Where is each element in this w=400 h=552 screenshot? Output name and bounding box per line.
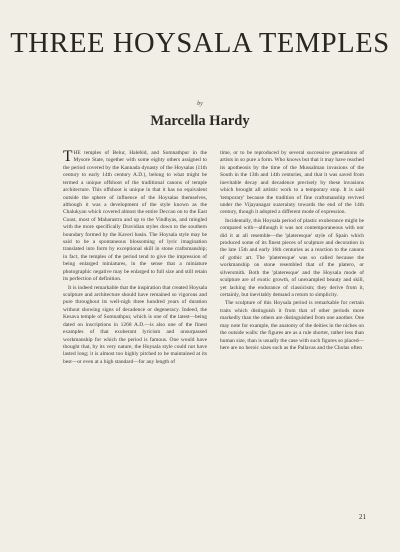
paragraph-2: It is indeed remarkable that the inspiration that created Hoysala sculpture and architecture should have remained so vigorous and pure throughout its well-nigh three hundred years of duration without showing signs of decadence or degeneracy. Indeed, the Kesava temple of Somnathpur, which is one of the latest—being dated on inscriptions in 1268 A.D.—is also one of the finest examples of that exuberant lyricism and unsurpassed workmanship for which the period is famous. One would have thought that, by its very nature, the Hoysala style could not have lasted long; it is almost too highly pitched to be maintained at its best—or even at a high standard—for any length of — [63, 284, 207, 365]
article-title: THREE HOYSALA TEMPLES — [10, 28, 390, 59]
left-column — [63, 150, 207, 366]
drop-cap: T — [63, 148, 73, 165]
byline: by — [197, 101, 203, 107]
right-column — [220, 150, 364, 352]
paragraph-5: The sculpture of this Hoysala period is remarkable for certain traits which distinguish it from that of other periods more markedly than the others are distinguished from one another. One may note for example, the anatomy of the deities in the niches on the outside walls: the figures are as a rule shorter, rather less than human size, than is usually the case with such figures so placed—here are no heroic sizes such as the Pallavas and the Cholas often — [220, 300, 364, 351]
paragraph-3: time, or to be reproduced by several successive generations of artists in so pure a form. Who knows but that it may have reached its apotheosis by the time of the Mussalman invasions of the South in the 13th and 14th centuries, and that it was saved from inevitable decay and decadence precisely by these invasions which brought all artistic work to a temporary stop. It is said 'temporary' because the tradition of fine craftsmanship revived under the Vijayanagar suzerainty towards the end of the 14th century, though it adopted a different mode of expression. — [220, 150, 364, 216]
author-name: Marcella Hardy — [150, 113, 250, 129]
paragraph-1-text: HE temples of Belur, Halebid, and Somnathpur in the Mysore State, together with some eighty others assigned to the period covered by the Kannada dynasty of the Hoysalas (11th century to early 14th century A.D.), belong to what might be termed a unique offshoot of the traditional canons of temple architecture. This offshoot is unique in that it has no equivalent outside the sphere of influence of the Hoysalas themselves, although it was a development of the style known as the Chalukyan which covered almost the entire Deccan on to the East Coast, most of Maharastra and up to the Vindhyas, and mingled with the more specifically Dravidian styles down to the southern boundary formed by the Kaveri basin. The Hoysala style may be said to be a spontaneous blossoming of lyric imagination translated into form by exceptional skill in stone craftsmanship; in fact, the temples of the period tend to give the impression of being enlarged miniatures, in the sense that a miniature photographic negative may be enlarged to full size and still retain its perfection of definition. — [63, 150, 207, 283]
paragraph-1 — [63, 150, 207, 284]
paragraph-4: Incidentally, this Hoysala period of plastic exuberance might be compared with—although it was not contemporaneous with nor did it at all resemble—the 'plateresque' style of Spain which produced some of its finest pieces of sculpture and decoration in the late 15th and early 16th centuries as a reaction to the canons of gothic art. The 'plateresque' was so called because the workmanship on stone resembled that of the platero, or silversmith. Both the 'plateresque' and the Hoysala mode of sculpture are of exotic growth, of unexampled beauty and skill, yet lacking the endurance of classicism; they derive from it, certainly, but inevitably demand a return to simplicity. — [220, 217, 364, 299]
page-number: 21 — [359, 513, 366, 521]
